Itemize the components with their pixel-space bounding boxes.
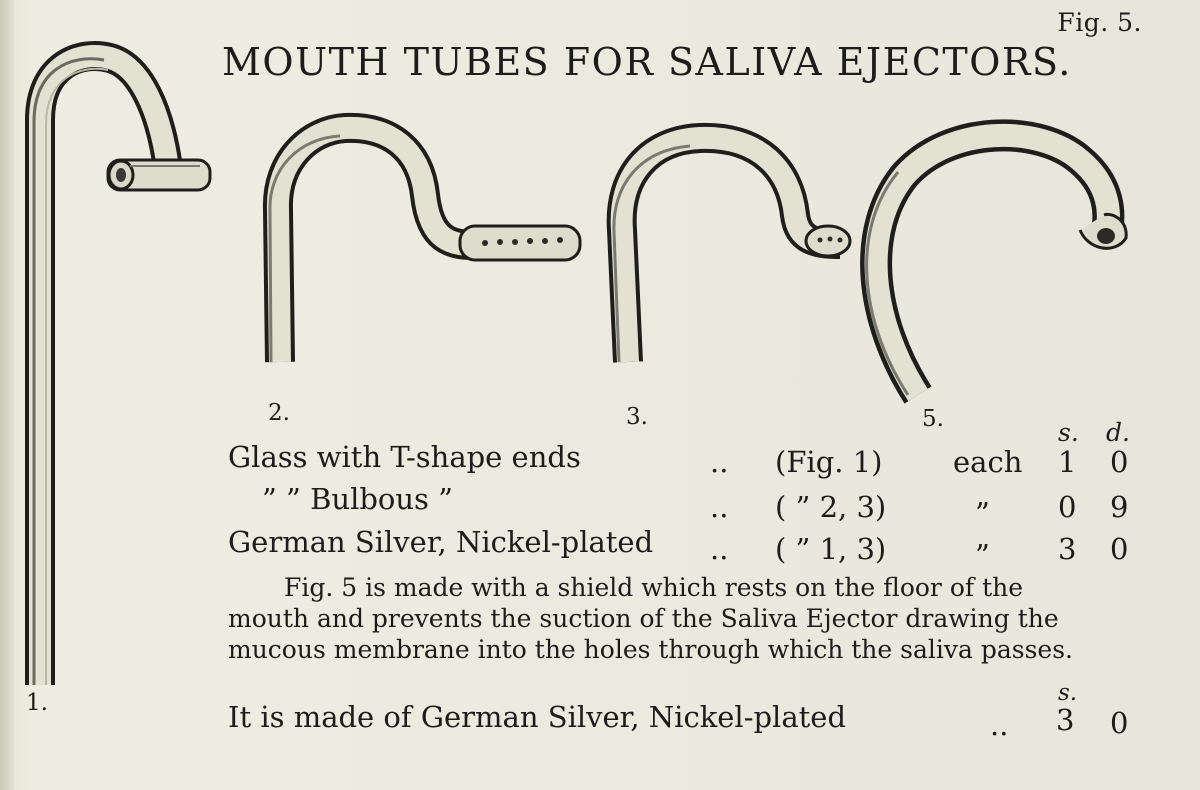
row-leader: .. <box>710 532 729 566</box>
figure-number-1: 1. <box>26 690 48 716</box>
row-leader: .. <box>710 445 729 479</box>
note-line: mouth and prevents the suction of the Saliva Ejector drawing the <box>228 604 1059 633</box>
figure-label: Fig. 5. <box>1057 8 1142 37</box>
figure-number-2: 2. <box>268 400 290 426</box>
tube-1-illustration <box>34 56 210 685</box>
note-line: Fig. 5 is made with a shield which rests on the floor of the <box>284 573 1024 602</box>
final-description: It is made of German Silver, Nickel-plated <box>228 700 847 734</box>
final-leader: .. <box>990 708 1009 742</box>
final-shillings: 3 <box>1056 703 1075 737</box>
row-unit: ” <box>975 538 990 572</box>
row-shillings: 1 <box>1058 445 1077 479</box>
figure-number-3: 3. <box>626 404 648 430</box>
row-pence: 0 <box>1110 532 1129 566</box>
tube-3-illustration <box>614 138 850 362</box>
final-shillings-header: s. <box>1058 680 1078 706</box>
row-figure-ref: ( ” 1, 3) <box>775 532 887 566</box>
row-description: Glass with T-shape ends <box>228 440 581 474</box>
row-shillings: 0 <box>1058 490 1077 524</box>
pence-header: d. <box>1106 418 1130 447</box>
row-pence: 0 <box>1110 445 1129 479</box>
row-unit: ” <box>975 496 990 530</box>
row-description: German Silver, Nickel-plated <box>228 525 654 559</box>
note-line: mucous membrane into the holes through which the saliva passes. <box>228 635 1073 664</box>
final-pence: 0 <box>1110 706 1129 740</box>
row-shillings: 3 <box>1058 532 1077 566</box>
row-figure-ref: (Fig. 1) <box>775 445 883 479</box>
row-figure-ref: ( ” 2, 3) <box>775 490 887 524</box>
shillings-header: s. <box>1058 418 1079 447</box>
note-paragraph <box>228 572 1133 665</box>
row-leader: .. <box>710 490 729 524</box>
tube-2-illustration <box>270 128 580 362</box>
page-title: MOUTH TUBES FOR SALIVA EJECTORS. <box>222 40 1072 84</box>
tube-5-illustration <box>867 135 1127 395</box>
row-unit: each <box>953 445 1023 479</box>
row-pence: 9 <box>1110 490 1129 524</box>
figure-number-5: 5. <box>922 406 944 432</box>
row-description: ” ” Bulbous ” <box>262 482 453 516</box>
